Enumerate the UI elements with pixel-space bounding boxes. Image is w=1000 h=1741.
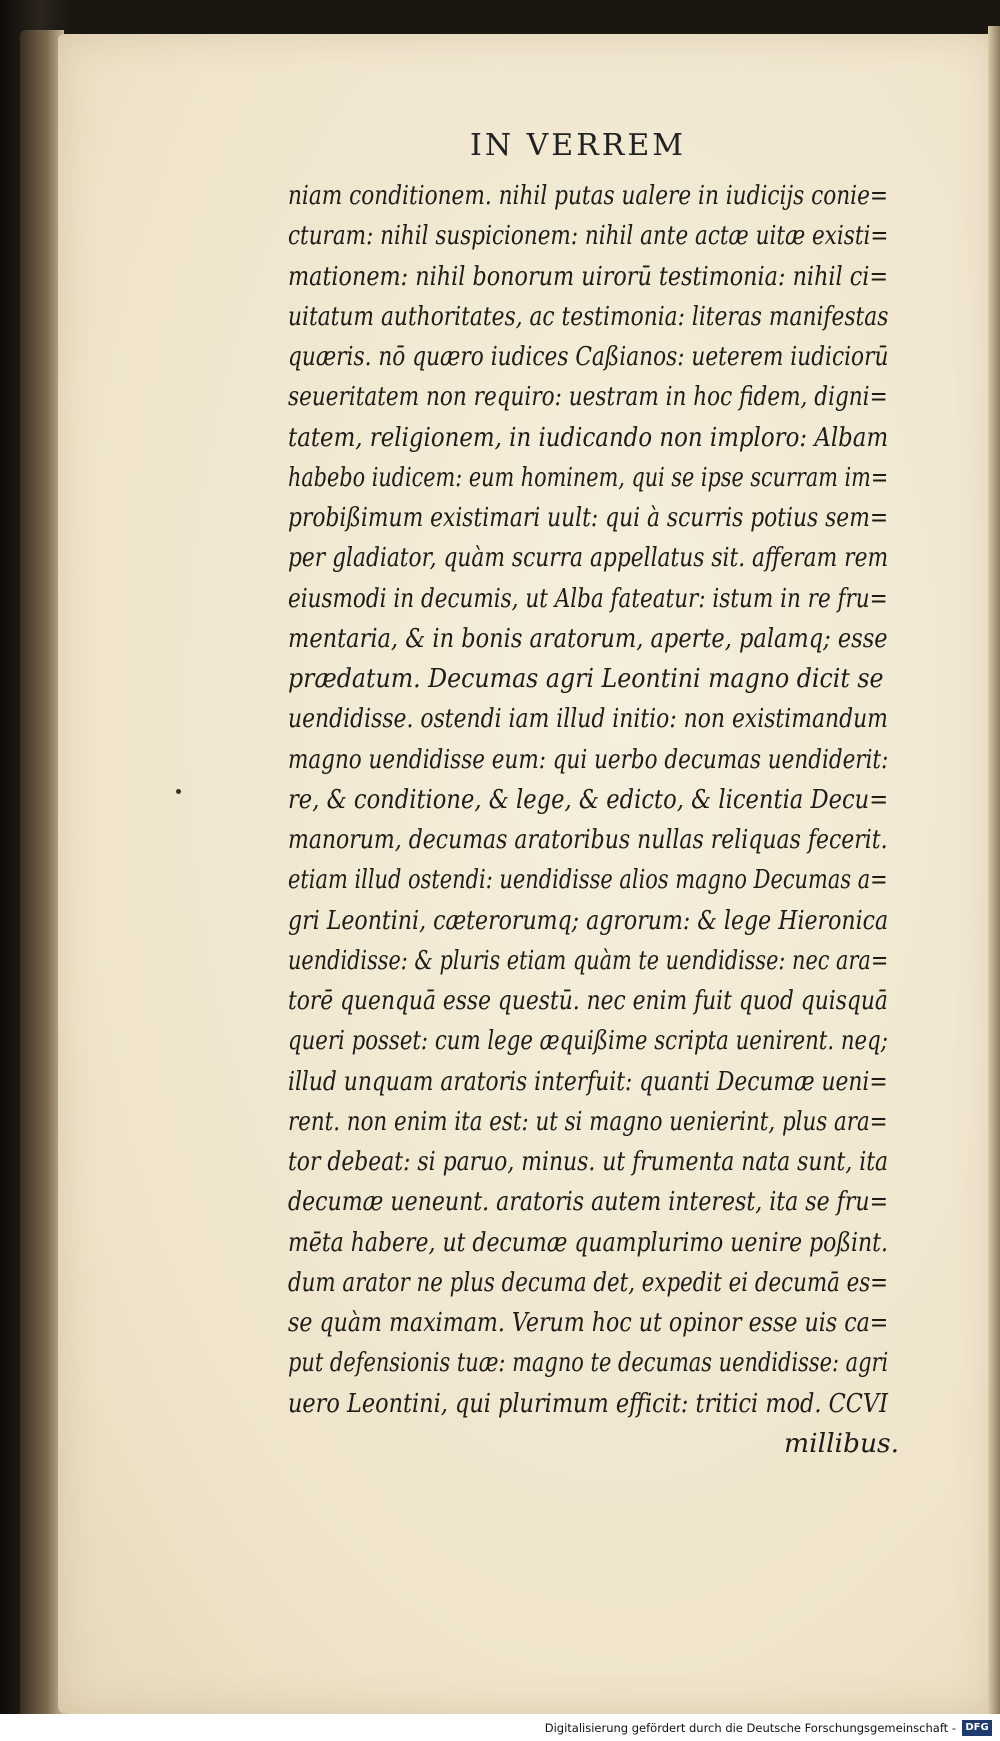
text-line: gri Leontini, cæterorumq; agrorum: & lege Hieronica [288, 904, 889, 936]
text-line: rent. non enim ita est: ut si magno uenierint, plus ara= [288, 1105, 888, 1137]
margin-mark [176, 789, 181, 794]
text-line: tor debeat: si paruo, minus. ut frumenta nata sunt, ita [288, 1146, 889, 1177]
text-line: eiusmodi in decumis, ut Alba fateatur: istum in re fru= [288, 582, 888, 614]
text-line: manorum, decumas aratoribus nullas reliquas fecerit. [288, 824, 888, 855]
running-header: IN VERREM [470, 128, 686, 163]
text-line: uendidisse. ostendi iam illud initio: non existimandum [288, 703, 888, 735]
text-line: se quàm maximam. Verum hoc ut opinor esse uis ca= [288, 1307, 889, 1338]
text-line: mentaria, & in bonis aratorum, aperte, palamq; esse [288, 622, 888, 654]
text-line: seueritatem non requiro: uestram in hoc fidem, digni= [288, 381, 888, 413]
text-line: mēta habere, ut decumæ quamplurimo uenire poßint. [288, 1226, 888, 1258]
dfg-logo: DFG [962, 1720, 992, 1736]
text-line: prædatum. Decumas agri Leontini magno dicit se [288, 663, 884, 694]
text-line: tatem, religionem, in iudicando non imploro: Albam [288, 421, 889, 453]
text-line: quæris. nō quæro iudices Caßianos: ueterem iudiciorū [288, 341, 889, 372]
text-line: habebo iudicem: eum hominem, qui se ipse scurram im= [288, 461, 889, 493]
catchword: millibus. [784, 1428, 900, 1459]
text-line: cturam: nihil suspicionem: nihil ante actæ uitæ existi= [288, 220, 889, 252]
text-line: probißimum existimari uult: qui à scurris potius sem= [288, 502, 889, 533]
text-line: re, & conditione, & lege, & edicto, & licentia Decu= [288, 783, 889, 815]
footer-credit: Digitalisierung gefördert durch die Deutsche Forschungsgemeinschaft - [544, 1721, 956, 1735]
text-line: niam conditionem. nihil putas ualere in iudicijs conie= [288, 180, 889, 211]
text-line: illud unquam aratoris interfuit: quanti Decumæ ueni= [288, 1065, 888, 1097]
text-line: uitatum authoritates, ac testimonia: literas manifestas [288, 300, 889, 332]
text-line: magno uendidisse eum: qui uerbo decumas uendiderit: [288, 743, 889, 775]
text-line: uendidisse: & pluris etiam quàm te uendidisse: nec ara= [288, 944, 889, 976]
text-line: torē quenquā esse questū. nec enim fuit quod quisquā [288, 985, 888, 1016]
text-line: per gladiator, quàm scurra appellatus sit. afferam rem [288, 542, 889, 574]
text-line: queri posset: cum lege æquißime scripta uenirent. neq; [288, 1025, 888, 1057]
text-line: put defensionis tuæ: magno te decumas uendidisse: agri [288, 1347, 889, 1379]
text-line: decumæ ueneunt. aratoris autem interest, ita se fru= [288, 1186, 889, 1218]
text-line: etiam illud ostendi: uendidisse alios magno Decumas a= [288, 864, 888, 896]
page-edge-right [988, 26, 1000, 1722]
body-text [288, 176, 960, 1424]
text-line: uero Leontini, qui plurimum efficit: tritici mod. CCVI [288, 1387, 888, 1419]
text-line: mationem: nihil bonorum uirorū testimonia: nihil ci= [288, 260, 889, 292]
text-line: dum arator ne plus decuma det, expedit ei decumā es= [288, 1266, 889, 1298]
